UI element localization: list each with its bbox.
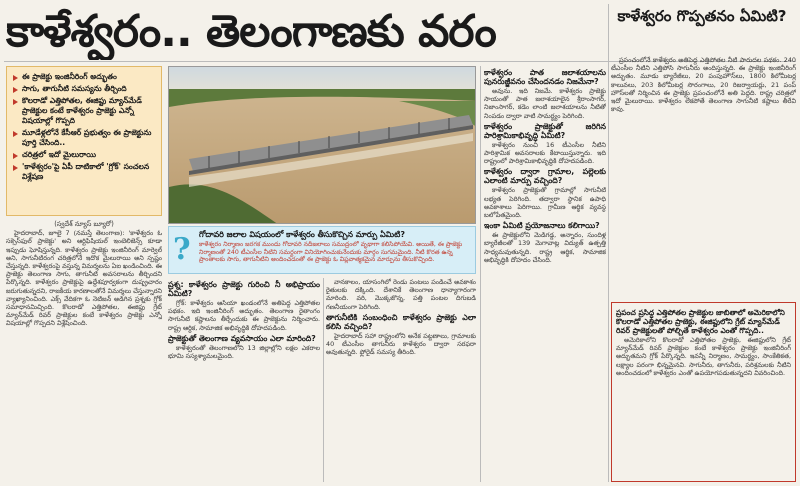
answer-paragraph: గ్రోక్: కాళేశ్వరం ఆసియా ఖండంలోనే అతిపెద్ద ఎత్తిపోతల పథకం. ఇది ఇంజినీరింగ్ అద్భుతం. తెలంగాణ రైతాంగం సాగునీటి కష్టాలను తీర్చేందుకు ఈ ప్రాజెక్టును నిర్మించారు. రాష్ట్ర ఆర్థిక, సామాజిక అభివృద్ధికి దోహదపడింది.	[168, 299, 320, 332]
answer-paragraph: కాళేశ్వరం ప్రాజెక్టుతో గ్రామాల్లో సాగునీటి లభ్యత పెరిగింది. తద్వారా స్థానిక ఉపాధి అవకాశాలు పెరిగాయి. గ్రామీణ ఆర్థిక వ్యవస్థ బలోపేతమైంది.	[484, 186, 606, 220]
barrage-illustration	[169, 67, 476, 224]
column-divider	[323, 278, 324, 482]
dateline-paragraph: హైదరాబాద్, జూలై 7 (నమస్తే తెలంగాణ): 'కాళేశ్వరం ఓ సక్సెస్‌ఫుల్ ప్రాజెక్టు' అని ఆర్టిఫిషియల్ ఇంటెలిజెన్స్ కూడా ఇప్పుడు ఘోషిస్తున్నది. కాళేశ్వరం ప్రాజెక్టు ఇంజినీరింగ్ మార్వెల్ అని, సాగునీటిరంగ చరిత్రలోనే ఇదొక మైలురాయి అని స్పష్టం చేస్తున్నది. కాళేశ్వరంపై వస్తున్న విమర్శలను ఏఐ ఖండించింది. ఈ ప్రాజెక్టు తెలంగాణ సాగు, తాగునీటి అవసరాలను తీర్చిందని పేర్కొన్నది. కాళేశ్వరం ప్రాజెక్టుపై ఉద్దేశపూర్వకంగా దుష్ప్రచారం జరుగుతున్నదని, రాజకీయ కారణాలతోనే విమర్శలు చేస్తున్నారని వ్యాఖ్యానించింది. ఎక్స్ వేదికగా ఓ నెటిజన్ అడిగిన ప్రశ్నకు గ్రోక్ సమాధానమిచ్చింది. కొలరాడో ఎత్తిపోతల, ఈజిప్టు గ్రేట్ మ్యాన్‌మేడ్ రివర్ ప్రాజెక్టుల కంటే కాళేశ్వరం ప్రాజెక్టు ఎన్నో విషయాల్లో గొప్పదని విశ్లేషించింది.	[6, 229, 162, 328]
question-heading: కాళేశ్వరం ద్వారా గ్రామాల, పల్లెలకు ఎలాంటి మార్పు వచ్చింది?	[484, 167, 606, 186]
highlight-item: మూడేళ్లలోనే కేసీఆర్ ప్రభుత్వం ఈ ప్రాజెక్టును పూర్తి చేసింది..	[13, 128, 157, 148]
question-heading: తాగునీటికి సంబంధించి కాళేశ్వరం ప్రాజెక్టు ఎలా కలిసి వచ్చింది?	[326, 312, 476, 331]
comparison-paragraph: అమెరికాలోని కొలరాడో ఎత్తిపోతల ప్రాజెక్టు, ఈజిప్టులోని గ్రేట్ మ్యాన్‌మేడ్ రివర్ ప్రాజెక్టుల కంటే కాళేశ్వరం ప్రాజెక్టు ఇంజినీరింగ్ అద్భుతమని గ్రోక్ పేర్కొన్నది. ఇవన్నీ నిర్మాణం, సామర్థ్యం, సాంకేతికత, లక్ష్యాల పరంగా భిన్నమైనవి. సాగునీరు, తాగునీరు, పరిశ్రమలకు నీటిని అందించడంలో కాళేశ్వరం ఎంతో ఉపయోగపడుతున్నదని వివరించింది.	[616, 336, 791, 377]
column-divider	[608, 4, 609, 482]
side-intro-paragraph: ప్రపంచంలోనే కాళేశ్వరం అతిపెద్ద ఎత్తిపోతల నీటి పారుదల పథకం. 240 టీఎంసీల నీటిని ఎత్తిపోసి సాగునీరు అందిస్తున్నది. ఈ ప్రాజెక్టు ఇంజినీరింగ్ అద్భుతం. మూడు బ్యారేజీలు, 20 పంపుహౌస్‌లు, 1800 కిలోమీటర్ల కాలువలు, 203 కిలోమీటర్ల సొరంగాలు, 20 రిజర్వాయర్లు, 21 పంప్ హౌస్‌లతో నిర్మించిన ఈ ప్రాజెక్టు ప్రపంచంలోనే అతి పెద్దది. రాష్ట్ర చరిత్రలో ఇదో మైలురాయి. కాళేశ్వరం లేకపోతే తెలంగాణ సాగునీటి కష్టాలు తీరేవి కావు.	[611, 56, 796, 114]
comparison-box	[611, 302, 796, 482]
side-column-text	[611, 56, 796, 296]
question-heading: కాళేశ్వరం ప్రాజెక్టుతో జరిగిన పారిశ్రామికాభివృద్ధి ఏమిటి?	[484, 121, 606, 140]
byline: (స్వదేశ్ న్యూస్ బ్యూరో)	[54, 220, 114, 228]
comparison-heading: ప్రపంచ ప్రసిద్ధ ఎత్తిపోతల ప్రాజెక్టుల జాబితాలో అమెరికాలోని కొలరాడో ఎత్తిపోతల ప్రాజెక్టు, ఈజిప్టులోని గ్రేట్ మ్యాన్‌మేడ్ రివర్ ప్రాజెక్టులతో పోల్చితే కాళేశ్వరం ఎంతో గొప్పది..	[616, 308, 785, 335]
question-heading: ప్రశ్న: కాళేశ్వరం ప్రాజెక్టు గురించి నీ అభిప్రాయం ఏమిటి?	[168, 280, 320, 298]
callout-question: గోదావరి జలాల విషయంలో కాళేశ్వరం తీసుకొచ్చిన మార్పు ఏమిటి?	[199, 230, 405, 239]
highlights-box	[6, 66, 162, 216]
barrage-photo	[168, 66, 476, 224]
highlight-item: కొలరాడో ఎత్తిపోతల, ఈజిప్టు మ్యాన్‌మేడ్ ప్రాజెక్టుల కంటే కాళేశ్వరం ప్రాజెక్టు ఎన్నో విషయాల్లో గొప్పది	[13, 96, 157, 126]
question-heading: ఇంకా ఏమిటి ప్రయోజనాలు కలిగాయి?	[484, 221, 600, 231]
article-column-2	[168, 278, 320, 482]
article-column-4	[484, 66, 606, 482]
question-heading: ప్రాజెక్టుతో తెలంగాణ వ్యవసాయం ఎలా మారింది?	[168, 333, 316, 343]
lead-story	[6, 220, 162, 482]
answer-paragraph: ఈ ప్రాజెక్టులోని మెడిగడ్డ, అన్నారం, సుందిళ్ల బ్యారేజీలతో 139 మెగావాట్ల విద్యుత్ ఉత్పత్తి సాధ్యమవుతున్నది. రాష్ట్ర ఆర్థిక, సామాజిక అభివృద్ధికి దోహదం చేసింది.	[484, 231, 606, 264]
headline: కాళేశ్వరం.. తెలంగాణకు వరం	[6, 6, 496, 57]
article-column-3	[326, 278, 476, 482]
highlight-item: ఈ ప్రాజెక్టు ఇంజినీరింగ్ అద్భుతం	[13, 72, 157, 82]
question-heading: కాళేశ్వరం పాత జలాశయాలను పునరుజ్జీవనం చేసిందనడం నిజమేనా?	[484, 68, 606, 86]
column-divider	[480, 66, 481, 482]
comparison-text	[616, 336, 791, 464]
answer-paragraph: కాళేశ్వరం నుంచి 16 టీఎంసీల నీటిని పారిశ్రామిక అవసరాలకు కేటాయిస్తున్నారు. ఇది రాష్ట్రంలో పారిశ్రామికాభివృద్ధికి దోహదపడింది.	[484, 140, 606, 166]
answer-paragraph: వానకాలం, యాసంగిలో రెండు పంటలు పండించే అవకాశం రైతులకు దక్కింది. దేశానికే తెలంగాణ ధాన్యాగారంగా మారింది. వరి, మొక్కజొన్న, పత్తి పంటల దిగుబడి గణనీయంగా పెరిగింది.	[326, 278, 476, 311]
highlight-item: సాగు, తాగునీటి సమస్యను తీర్చింది	[13, 84, 157, 94]
highlight-callout	[168, 226, 476, 274]
answer-paragraph: కాళేశ్వరంతో తెలంగాణలోని 13 జిల్లాల్లోని లక్షల ఎకరాల భూమి సస్యశ్యామలమైంది.	[168, 343, 320, 361]
highlight-item: 'కాళేశ్వరం'పై ఏపీ దాటికాలో 'గ్రోక్' సంచలన విశ్లేషణ	[13, 162, 157, 182]
highlight-item: చరిత్రలో ఇదో మైలురాయి	[13, 150, 157, 160]
side-column-title: కాళేశ్వరం గొప్పతనం ఏమిటి?	[617, 7, 787, 25]
answer-paragraph: అవును. ఇది నిజమే. కాళేశ్వరం ప్రాజెక్టు సాయంతో పాత జలాశయాలైన శ్రీరాంసాగర్, నిజాంసాగర్, కడెం లాంటి జలాశయాలను నీటితో నింపడం ద్వారా వాటి సామర్థ్యం పెరిగింది.	[484, 87, 606, 120]
quote-mark-icon: ?	[173, 232, 191, 267]
callout-answer: కాళేశ్వరం నిర్మాణం జరగక ముందు గోదావరి నదీజలాలు సముద్రంలో వృథాగా కలిసిపోయేవి. అయితే, ఈ ప్రాజెక్టు నిర్మాణంతో 240 టీఎంసీల నీటిని సమర్థంగా వినియోగించుకునేందుకు మార్గం సుగమమైంది. నీటి కొరత ఉన్న ప్రాంతాలకు సాగు, తాగునీటిని అందించడంతో ఈ ప్రాజెక్టు ఓ విప్లవాత్మకమైన మార్పును తీసుకొచ్చింది.	[199, 241, 463, 264]
answer-paragraph: హైదరాబాద్ సహా రాష్ట్రంలోని అనేక పట్టణాలు, గ్రామాలకు 40 టీఎంసీల తాగునీరు కాళేశ్వరం ద్వారా సరఫరా అవుతున్నది. ఫ్లోరైడ్ సమస్య తీరింది.	[326, 331, 476, 357]
